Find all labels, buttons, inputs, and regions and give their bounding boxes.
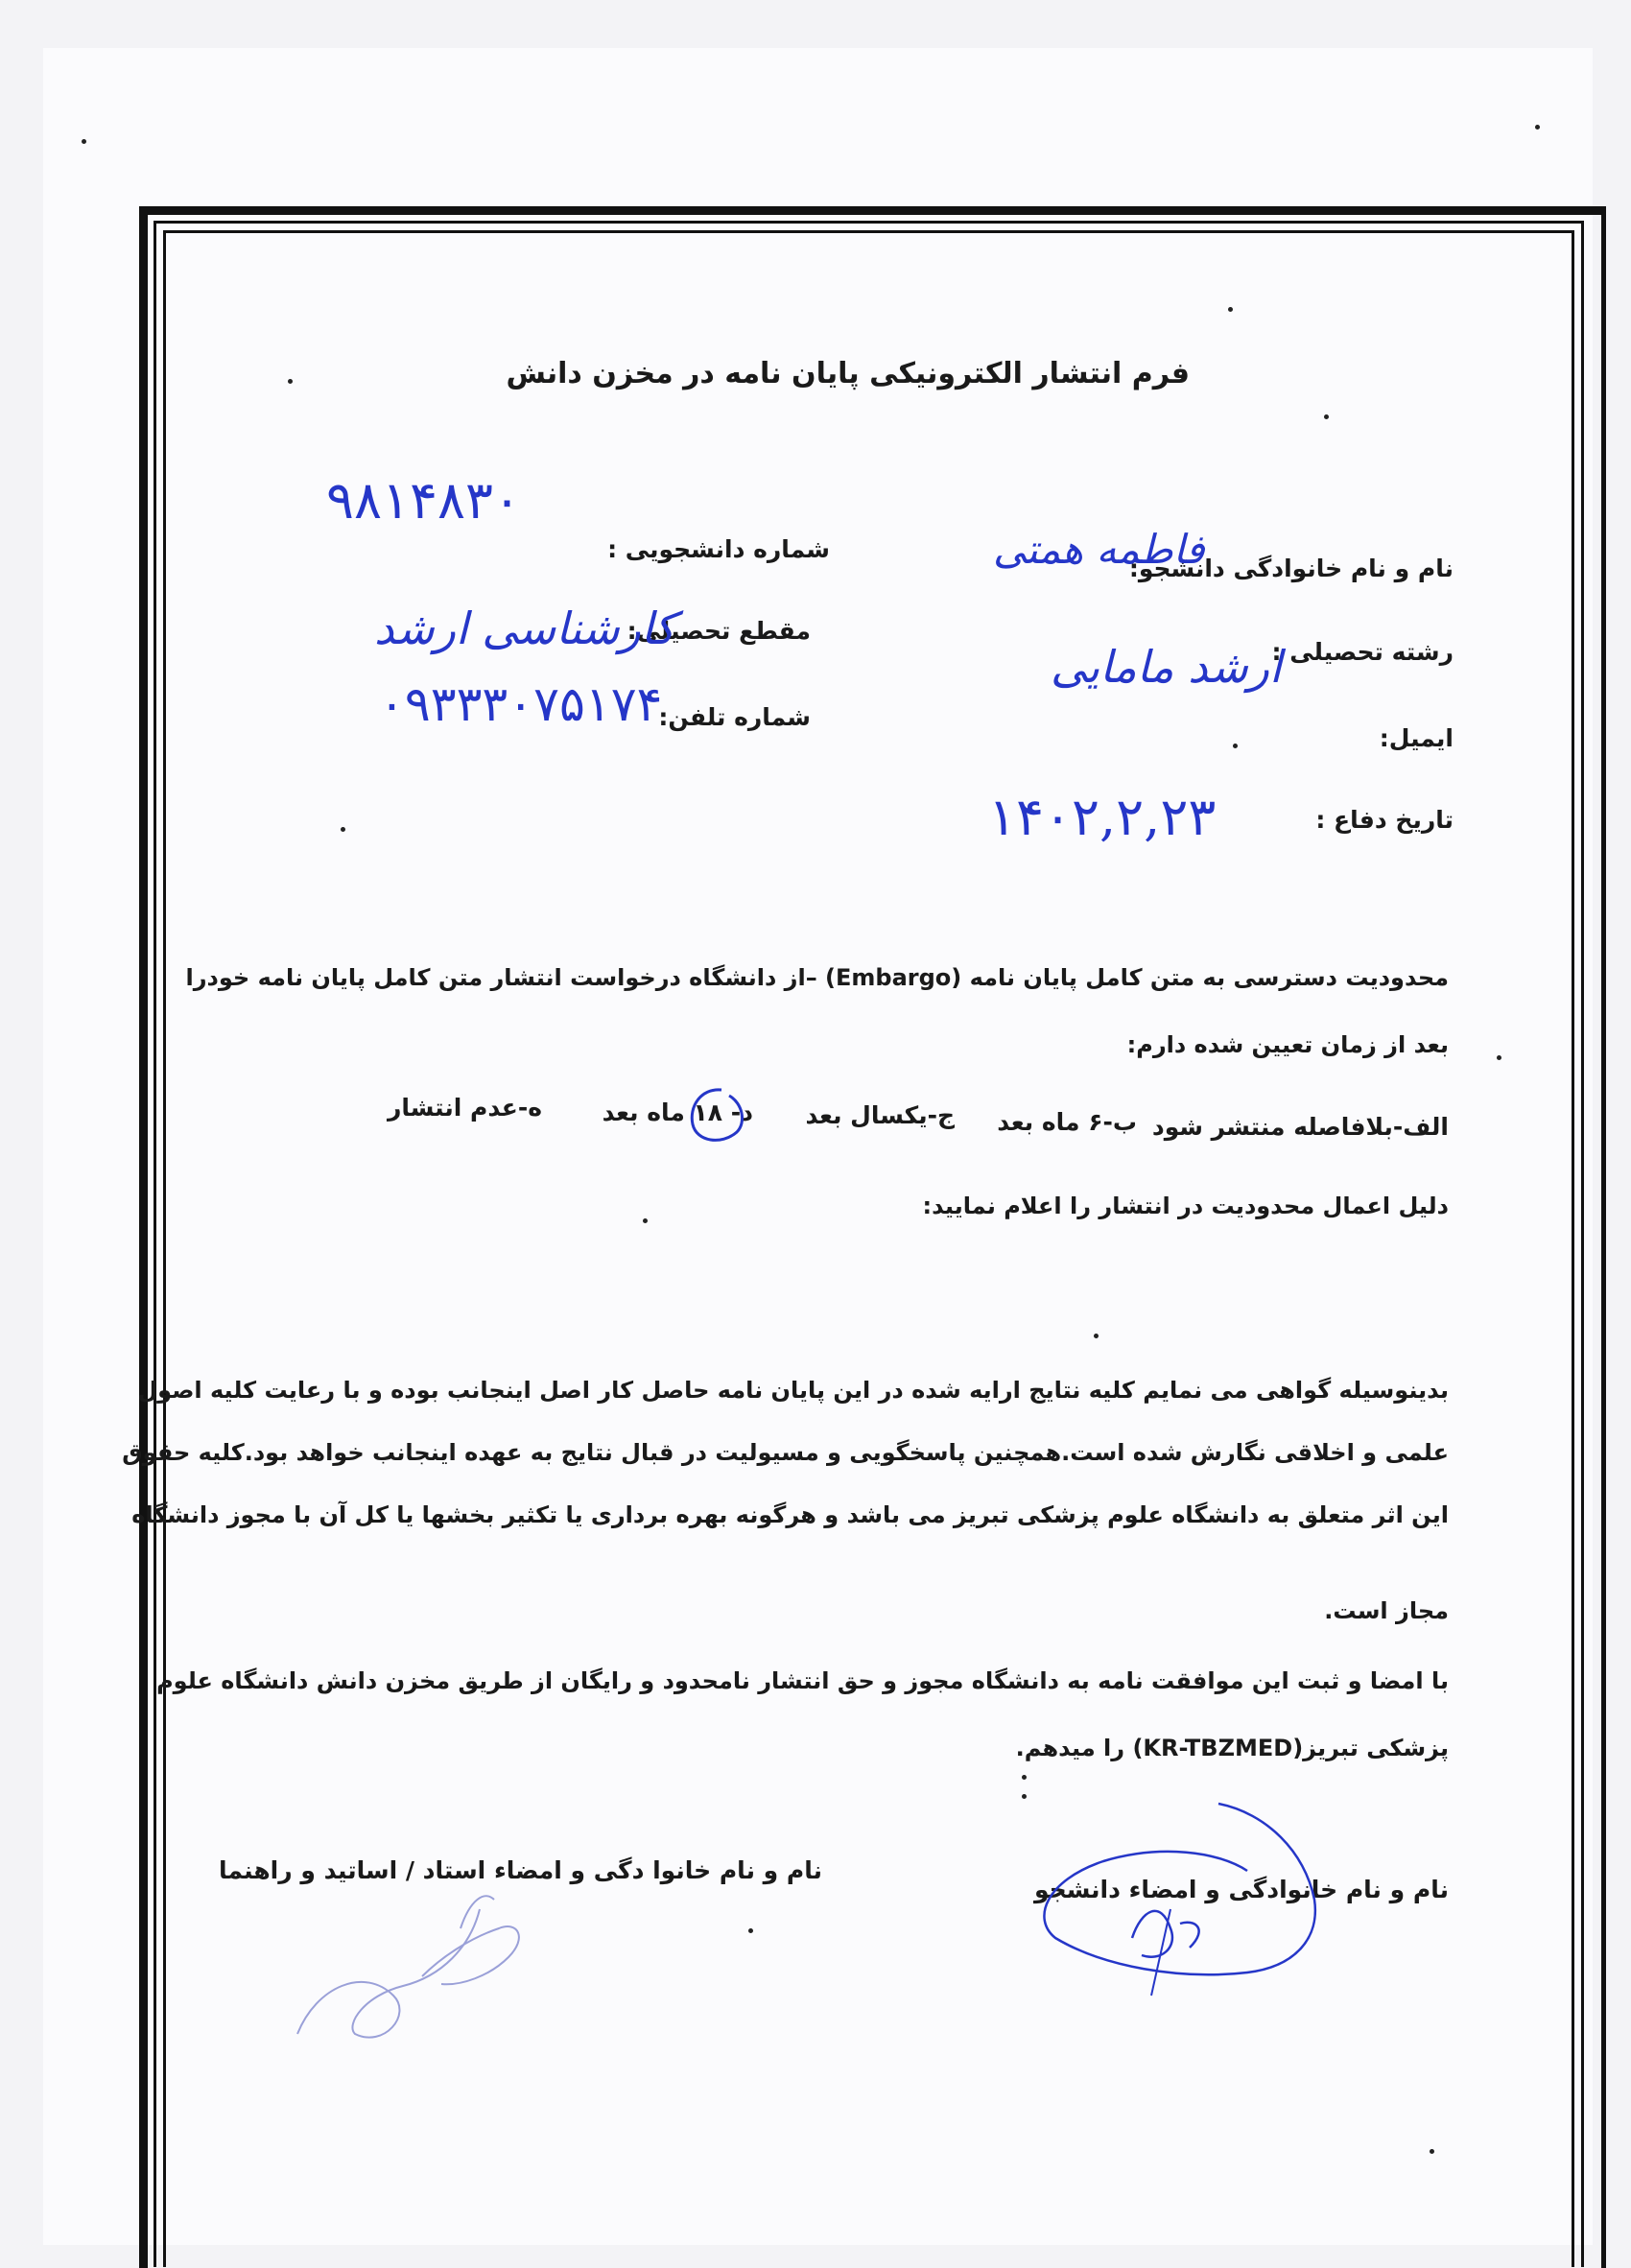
form-title: فرم انتشار الکترونیکی پایان نامه در مخزن دانش [506, 357, 1190, 390]
embargo-option-e[interactable]: ه-عدم انتشار [387, 1094, 542, 1122]
embargo-option-a[interactable]: الف-بلافاصله منتشر شود [1151, 1113, 1449, 1141]
email-label: ایمیل: [1379, 724, 1454, 752]
student-signature [1027, 1794, 1343, 2024]
student-name-label: نام و نام خانوادگی دانشجو: [1128, 555, 1454, 582]
field-of-study-label: رشته تحصیلی : [1271, 638, 1454, 666]
embargo-option-d[interactable]: د- ۱۸ ماه بعد [602, 1099, 753, 1126]
scan-speck [643, 1218, 648, 1223]
scan-speck [288, 379, 293, 384]
declaration-line-3: این اثر متعلق به دانشگاه علوم پزشکی تبریز می باشد و هرگونه بهره برداری یا تکثیر بخشها یا کل آن با مجوز دانشگاه [131, 1501, 1449, 1528]
declaration-line-4: مجاز است. [1324, 1597, 1449, 1624]
phone-label: شماره تلفن: [658, 703, 811, 731]
embargo-option-c[interactable]: ج-یکسال بعد [805, 1101, 955, 1129]
selection-circle-mark [683, 1084, 750, 1151]
scan-speck [1228, 307, 1233, 312]
student-signature-label: نام و نام خانوادگی و امضاء دانشجو [1034, 1876, 1449, 1903]
supervisor-signature [278, 1871, 595, 2063]
scan-speck [1497, 1055, 1501, 1060]
defense-date-value: ۱۴۰۲,۲,۲۳ [988, 787, 1217, 847]
embargo-option-b[interactable]: ب-۶ ماه بعد [997, 1108, 1137, 1136]
scan-speck [1094, 1334, 1099, 1338]
scan-speck [1430, 2149, 1434, 2154]
declaration-line-2: علمی و اخلاقی نگارش شده است.همچنین پاسخگویی و مسیولیت در قبال نتایج به عهده اینجانب خواهد بود.کلیه حقوق [122, 1439, 1449, 1466]
degree-value: کارشناسی ارشد [374, 602, 675, 654]
defense-date-label: تاریخ دفاع : [1315, 806, 1454, 834]
scan-speck [748, 1928, 753, 1933]
supervisor-signature-label: نام و نام خانوا دگی و امضاء استاد / اساتید و راهنما [218, 1856, 822, 1884]
degree-label: مقطع تحصیلی: [626, 617, 811, 645]
scan-speck [1324, 414, 1329, 419]
declaration-line-1: بدینوسیله گواهی می نمایم کلیه نتایج ارایه شده در این پایان نامه حاصل کار اصل اینجانب بوده و با رعایت کلیه اصول [137, 1377, 1449, 1404]
scan-speck [1535, 125, 1540, 130]
scan-speck [82, 139, 86, 144]
license-line-1: با امضا و ثبت این موافقت نامه به دانشگاه مجوز و حق انتشار نامحدود و رایگان از طریق مخزن دانش دانشگاه علوم [156, 1667, 1449, 1694]
license-line-2: پزشکی تبریز(KR-TBZMED) را میدهم. [1015, 1735, 1449, 1761]
scan-speck [1022, 1775, 1027, 1780]
student-name-value: فاطمه همتی [993, 526, 1205, 573]
embargo-line-2: بعد از زمان تعیین شده دارم: [1126, 1031, 1449, 1058]
embargo-line-1: محدودیت دسترسی به متن کامل پایان نامه (Embargo) –از دانشگاه درخواست انتشار متن کامل پایان نامه خودرا [185, 964, 1449, 991]
student-id-value: ۹۸۱۴۸۳۰ [326, 470, 522, 531]
field-of-study-value: ارشد مامایی [1051, 641, 1282, 693]
scan-speck [341, 827, 345, 832]
scan-speck [1022, 1794, 1027, 1799]
embargo-reason-label: دلیل اعمال محدودیت در انتشار را اعلام نمایید: [922, 1193, 1449, 1219]
scan-speck [1233, 744, 1238, 748]
student-id-label: شماره دانشجویی : [607, 535, 830, 563]
phone-value: ۰۹۳۳۳۰۷۵۱۷۴ [379, 676, 663, 732]
